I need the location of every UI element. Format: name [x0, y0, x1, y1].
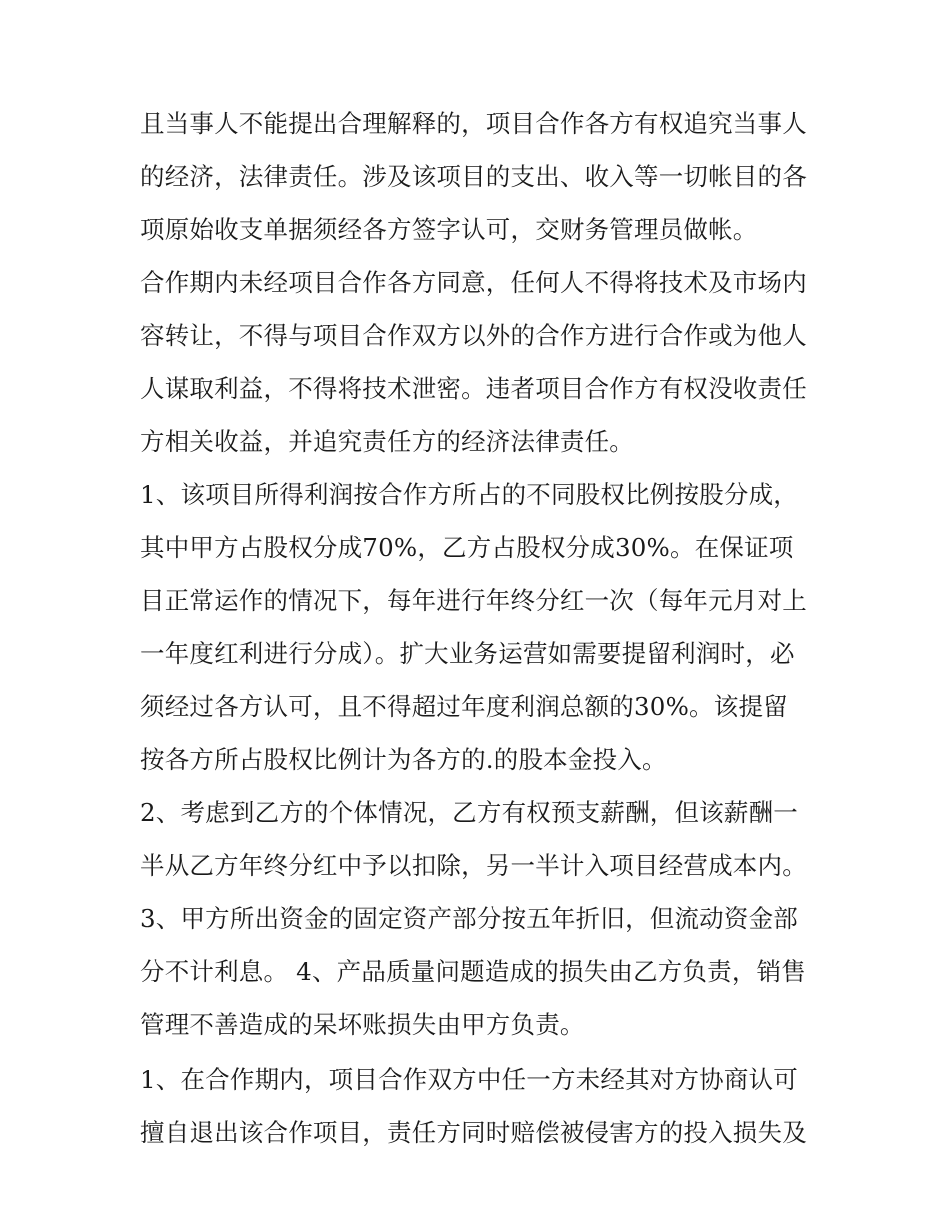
text-line-5: 容转让，不得与项目合作双方以外的合作方进行合作或为他人 — [140, 321, 807, 350]
text-line-18: 管理不善造成的呆坏账损失由甲方负责。 — [140, 1010, 585, 1039]
text-line-11: 一年度红利进行分成）。扩大业务运营如需要提留利润时，必 — [140, 639, 795, 668]
text-line-20: 擅自退出该合作项目，责任方同时赔偿被侵害方的投入损失及 — [140, 1118, 807, 1147]
text-line-13: 按各方所占股权比例计为各方的.的股本金投入。 — [140, 745, 667, 774]
text-line-15: 半从乙方年终分红中予以扣除，另一半计入项目经营成本内。 — [140, 851, 807, 880]
text-line-8: 1、该项目所得利润按合作方所占的不同股权比例按股分成， — [140, 480, 798, 509]
text-line-12: 须经过各方认可，且不得超过年度利润总额的30%。该提留 — [140, 692, 788, 721]
text-line-1: 且当事人不能提出合理解释的，项目合作各方有权追究当事人 — [140, 109, 807, 138]
text-line-2: 的经济，法律责任。涉及该项目的支出、收入等一切帐目的各 — [140, 162, 807, 191]
text-line-19: 1、在合作期内，项目合作双方中任一方未经其对方协商认可 — [140, 1065, 798, 1094]
text-line-6: 人谋取利益，不得将技术泄密。违者项目合作方有权没收责任 — [140, 374, 807, 403]
text-line-9: 其中甲方占股权分成70%，乙方占股权分成30%。在保证项 — [140, 533, 794, 562]
text-line-17: 分不计利息。 4、产品质量问题造成的损失由乙方负责，销售 — [140, 957, 806, 986]
text-line-3: 项原始收支单据须经各方签字认可，交财务管理员做帐。 — [140, 215, 758, 244]
text-line-7: 方相关收益，并追究责任方的经济法律责任。 — [140, 427, 634, 456]
text-line-14: 2、考虑到乙方的个体情况，乙方有权预支薪酬，但该薪酬一 — [140, 798, 798, 827]
text-line-10: 目正常运作的情况下，每年进行年终分红一次（每年元月对上 — [140, 586, 807, 615]
text-line-4: 合作期内未经项目合作各方同意，任何人不得将技术及市场内 — [140, 268, 807, 297]
text-line-16: 3、甲方所出资金的固定资产部分按五年折旧，但流动资金部 — [140, 904, 798, 933]
document-body — [140, 104, 820, 1153]
